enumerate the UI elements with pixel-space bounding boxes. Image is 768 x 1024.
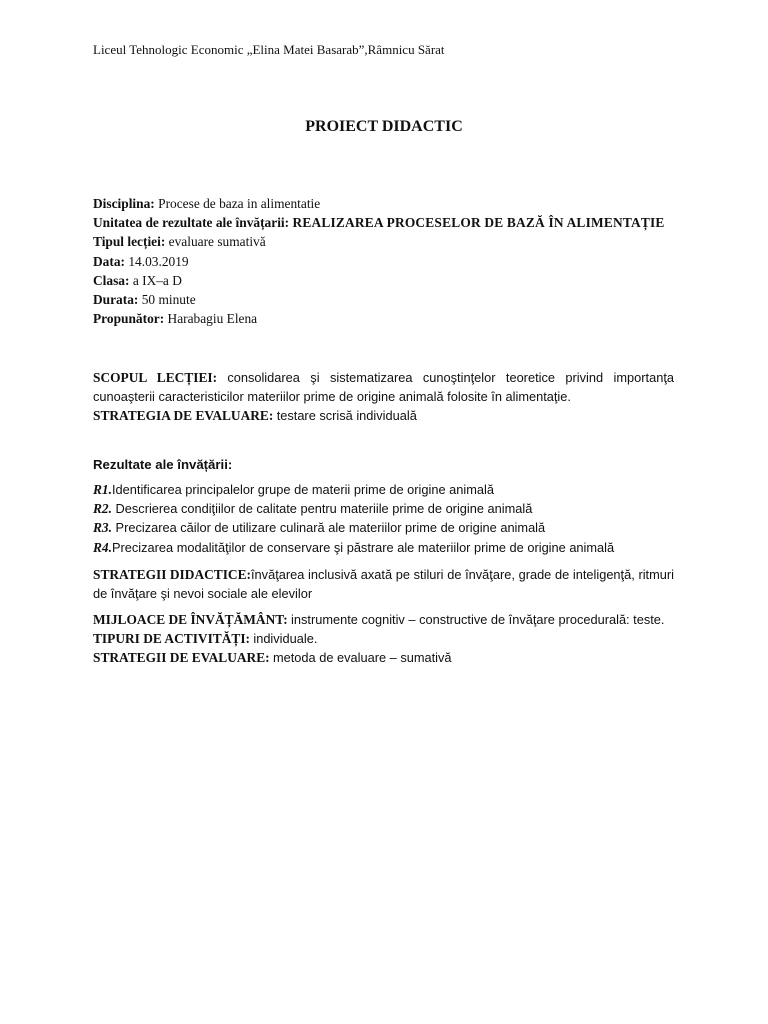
unitatea-label: Unitatea de rezultate ale învățarii: (93, 215, 290, 231)
data-label: Data: (93, 253, 125, 269)
strategii-evaluare-row (93, 648, 674, 667)
tipuri-row (93, 629, 674, 648)
rezultat-code: R4. (93, 539, 112, 555)
rezultat-text: Descrierea condiţiilor de calitate pentru materiile prime de origine animală (111, 501, 533, 517)
disciplina-row (93, 194, 674, 213)
rezultate-heading-block (93, 455, 674, 474)
strategii-didactice-text: învăţarea inclusivă axată pe stiluri de învăţare, grade de inteligenţă, ritmuri de învăţare şi nevoi sociale ale elevilor (93, 567, 674, 602)
strategia-evaluare-label: STRATEGIA DE EVALUARE: (93, 408, 274, 424)
rezultat-text: Identificarea principalelor grupe de materii prime de origine animală (111, 482, 494, 497)
clasa-value: a IX–a D (132, 272, 182, 288)
durata-label: Durata: (93, 292, 139, 308)
mijloace-text: instrumente cognitiv – constructive de învăţare procedurală: teste. (291, 612, 665, 627)
tipul-row (93, 232, 674, 251)
scop-text: consolidarea şi sistematizarea cunoştinţelor teoretice privind importanţa cunoaşterii caracteristicilor materiilor prime de origine animală folosite în alimentaţie. (93, 370, 674, 405)
tipul-value: evaluare sumativă (168, 234, 266, 250)
rezultat-item (93, 518, 693, 537)
scop-section (93, 368, 674, 426)
tipuri-label: TIPURI DE ACTIVITĂȚI: (93, 631, 250, 647)
rezultat-item (93, 538, 693, 557)
propunator-row (93, 309, 674, 328)
unitatea-value: REALIZAREA PROCESELOR DE BAZĂ ÎN ALIMENTAȚIE (292, 215, 665, 231)
mijloace-paragraph (93, 610, 674, 629)
strategii-evaluare-label: STRATEGII DE EVALUARE: (93, 650, 270, 666)
propunator-label: Propunător: (93, 311, 165, 327)
rezultate-list (93, 480, 693, 557)
clasa-row (93, 271, 674, 290)
data-value: 14.03.2019 (128, 253, 189, 269)
school-header: Liceul Tehnologic Economic „Elina Matei Basarab”,Râmnicu Sărat (93, 42, 445, 57)
strategii-didactice-paragraph (93, 565, 674, 603)
tipul-label: Tipul lecției: (93, 234, 166, 250)
rezultate-heading: Rezultate ale învățării: (93, 457, 233, 472)
strategii-didactice-label: STRATEGII DIDACTICE: (93, 567, 251, 582)
strategii-didactice-section (93, 565, 674, 603)
rezultat-code: R2. (93, 501, 112, 517)
clasa-label: Clasa: (93, 272, 130, 288)
rezultat-code: R3. (93, 520, 112, 536)
rezultat-item (93, 480, 693, 499)
unitatea-row (93, 213, 674, 232)
durata-value: 50 minute (141, 292, 196, 308)
propunator-value: Harabagiu Elena (167, 311, 258, 327)
mijloace-section (93, 610, 674, 668)
data-row (93, 252, 674, 271)
strategii-evaluare-text: metoda de evaluare – sumativă (272, 650, 452, 666)
lesson-info (93, 194, 674, 328)
document-title: PROIECT DIDACTIC (305, 118, 463, 135)
scop-paragraph (93, 368, 674, 406)
strategia-evaluare-text: testare scrisă individuală (276, 408, 417, 424)
rezultat-text: Precizarea căilor de utilizare culinară ale materiilor prime de origine animală (111, 520, 546, 536)
strategia-evaluare-row (93, 406, 674, 425)
mijloace-label: MIJLOACE DE ÎNVĂȚĂMÂNT: (93, 612, 288, 627)
rezultat-item (93, 499, 693, 518)
tipuri-text: individuale. (253, 631, 318, 647)
durata-row (93, 290, 674, 309)
disciplina-value: Procese de baza in alimentatie (158, 196, 321, 211)
rezultat-code: R1. (93, 482, 112, 497)
scop-label: SCOPUL LECȚIEI: (93, 370, 218, 385)
rezultat-text: Precizarea modalităţilor de conservare şi păstrare ale materiilor prime de origine animală (111, 539, 615, 555)
disciplina-label: Disciplina: (93, 196, 155, 211)
